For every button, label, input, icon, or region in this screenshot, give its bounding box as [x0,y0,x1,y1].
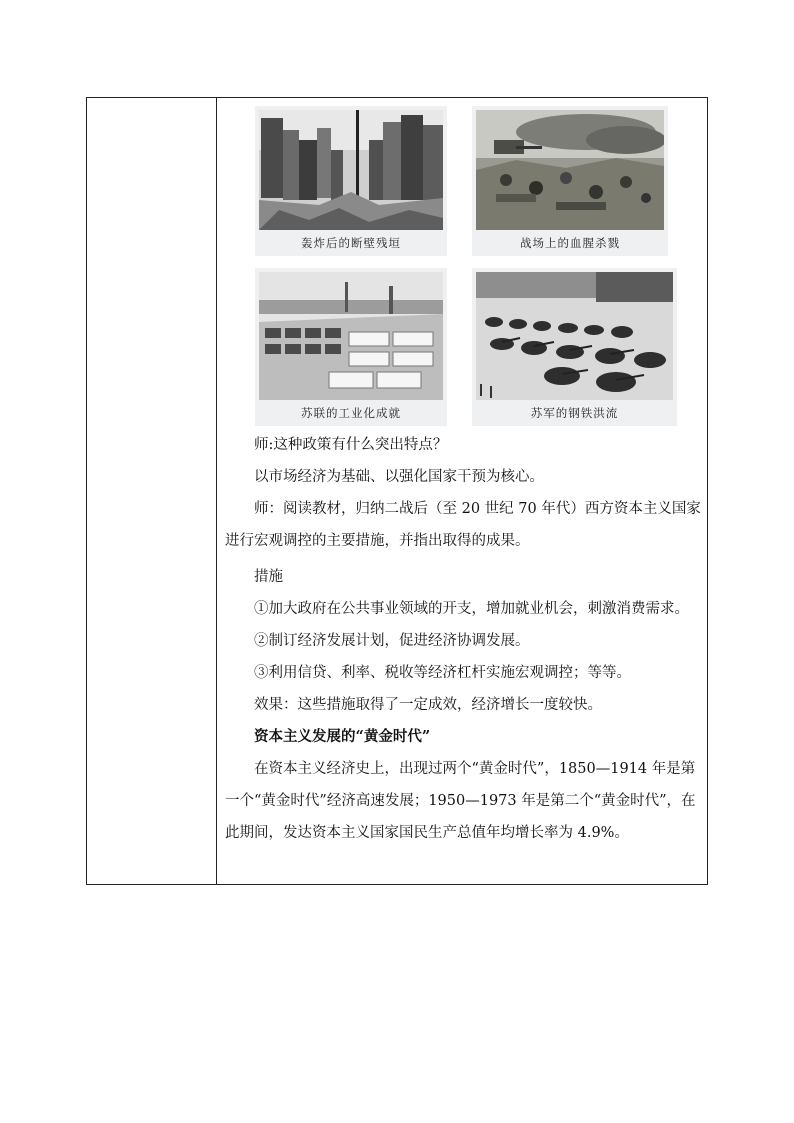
measure-2: ②制订经济发展计划，促进经济协调发展。 [254,633,530,649]
left-cell [87,98,216,884]
photo-caption: 苏联的工业化成就 [301,406,401,420]
lesson-text [225,429,701,849]
answer-text: 以市场经济为基础、以强化国家干预为核心。 [254,469,544,485]
photo-caption: 战场上的血腥杀戮 [520,236,620,250]
tank-parade-photo-icon [476,272,673,400]
measures-heading: 措施 [254,569,283,585]
photo-ruined-city [255,106,447,256]
photo-industrial [255,268,447,426]
battlefield-photo-icon [476,110,664,230]
ruined-city-photo-icon [259,110,443,230]
golden-age-text: 在资本主义经济史上，出现过两个“黄金时代”，1850—1914 年是第一个“黄金时代”经济高速发展；1950—1973 年是第二个“黄金时代”，在此期间，发达资本主义国家国民生产总值年均增长率为 4.9%。 [225,761,696,841]
photo-caption: 轰炸后的断壁残垣 [301,236,401,250]
measure-3: ③利用信贷、利率、税收等经济杠杆实施宏观调控；等等。 [254,665,631,681]
photo-caption: 苏军的钢铁洪流 [530,406,619,420]
content-cell [217,98,707,884]
photo-tank-parade [472,268,677,426]
teacher-question: 师:这种政策有什么突出特点？ [254,437,448,453]
effect-text: 效果：这些措施取得了一定成效，经济增长一度较快。 [254,697,602,713]
industrial-yard-photo-icon [259,272,443,400]
measure-1: ①加大政府在公共事业领域的开支，增加就业机会，刺激消费需求。 [254,601,689,617]
lesson-table [86,97,708,885]
photo-battlefield [472,106,668,256]
golden-age-heading: 资本主义发展的“黄金时代” [254,728,431,745]
teacher-prompt: 师：阅读教材，归纳二战后（至 20 世纪 70 年代）西方资本主义国家进行宏观调控的主要措施，并指出取得的成果。 [225,501,701,549]
